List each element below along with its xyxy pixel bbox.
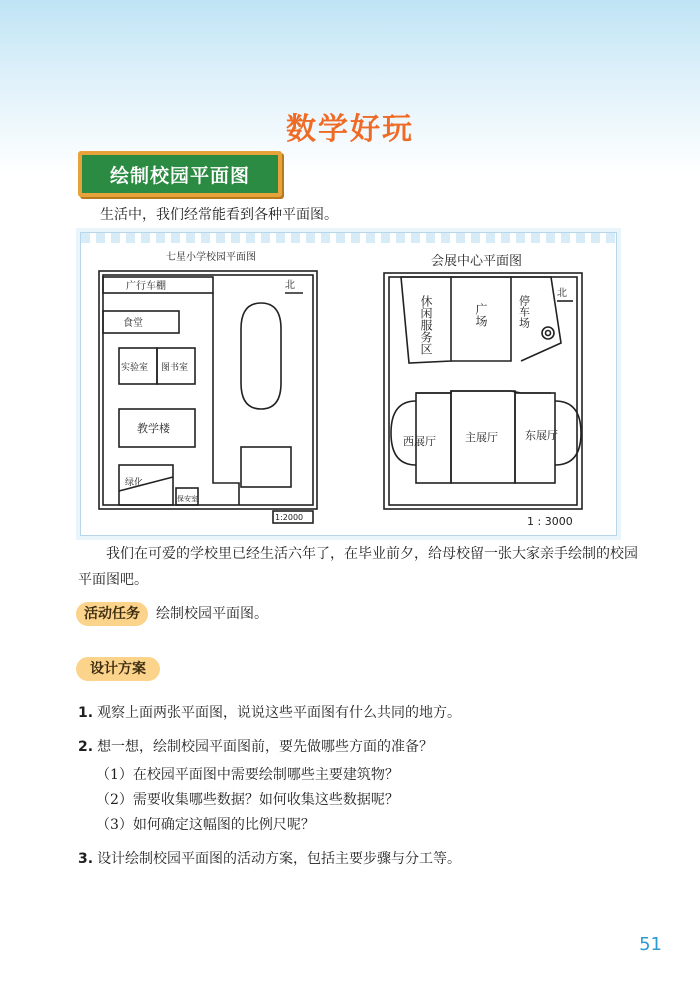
question-3-number: 3. — [78, 851, 94, 867]
section-title-board: 绘制校园平面图 — [78, 151, 282, 197]
school-map-title: 七星小学校园平面图 — [166, 252, 256, 263]
question-2-text: 想一想，绘制校园平面图前，要先做哪些方面的准备？ — [97, 739, 434, 755]
school-label-bikeshed: 广行车棚 — [126, 281, 166, 292]
expo-east-hall: 东展厅 — [525, 429, 558, 442]
school-label-guard: 保安室 — [177, 495, 198, 503]
expo-floor-plan — [384, 253, 582, 528]
question-2 — [78, 736, 433, 758]
expo-west-hall: 西展厅 — [403, 435, 436, 448]
floor-plans-card — [80, 232, 617, 536]
school-label-library: 图书室 — [161, 363, 189, 373]
question-2-number: 2. — [78, 739, 94, 755]
expo-scale: 1 : 3000 — [527, 515, 573, 528]
floor-plans-illustration — [81, 233, 616, 535]
design-plan-badge: 设计方案 — [76, 657, 160, 681]
question-1-text: 观察上面两张平面图，说说这些平面图有什么共同的地方。 — [97, 705, 462, 721]
expo-main-hall: 主展厅 — [465, 431, 498, 444]
activity-task-badge: 活动任务 — [76, 602, 148, 626]
question-3 — [78, 848, 461, 870]
sub-question-2: （2）需要收集哪些数据？如何收集这些数据呢？ — [96, 792, 399, 808]
expo-parking: 停车场 — [517, 295, 531, 328]
body-paragraph: 我们在可爱的学校里已经生活六年了，在毕业前夕，给母校留一张大家亲手绘制的校园平面图吧。 — [78, 546, 638, 588]
activity-task-text: 绘制校园平面图。 — [156, 606, 268, 622]
top-gradient-band — [0, 0, 700, 175]
school-north-label: 北 — [285, 280, 295, 291]
school-label-teaching: 教学楼 — [137, 422, 170, 435]
question-1-number: 1. — [78, 705, 94, 721]
expo-north-label: 北 — [557, 288, 567, 299]
question-3-text: 设计绘制校园平面图的活动方案，包括主要步骤与分工等。 — [97, 851, 462, 867]
expo-rest-area: 休闲服务区 — [419, 295, 433, 355]
page-title: 数学好玩 — [286, 112, 414, 147]
school-label-lab: 实验室 — [121, 363, 149, 373]
sub-question-1: （1）在校园平面图中需要绘制哪些主要建筑物？ — [96, 767, 399, 783]
intro-text: 生活中，我们经常能看到各种平面图。 — [100, 207, 338, 223]
school-scale: 1:2000 — [275, 513, 304, 522]
school-label-canteen: 食堂 — [123, 318, 143, 329]
school-label-green: 绿化 — [125, 478, 144, 488]
expo-map-title: 会展中心平面图 — [431, 254, 523, 269]
expo-square: 广场 — [474, 303, 488, 327]
question-1 — [78, 702, 461, 724]
school-floor-plan — [99, 250, 317, 523]
sub-question-3: （3）如何确定这幅图的比例尺呢？ — [96, 817, 315, 833]
page-number: 51 — [639, 934, 662, 955]
